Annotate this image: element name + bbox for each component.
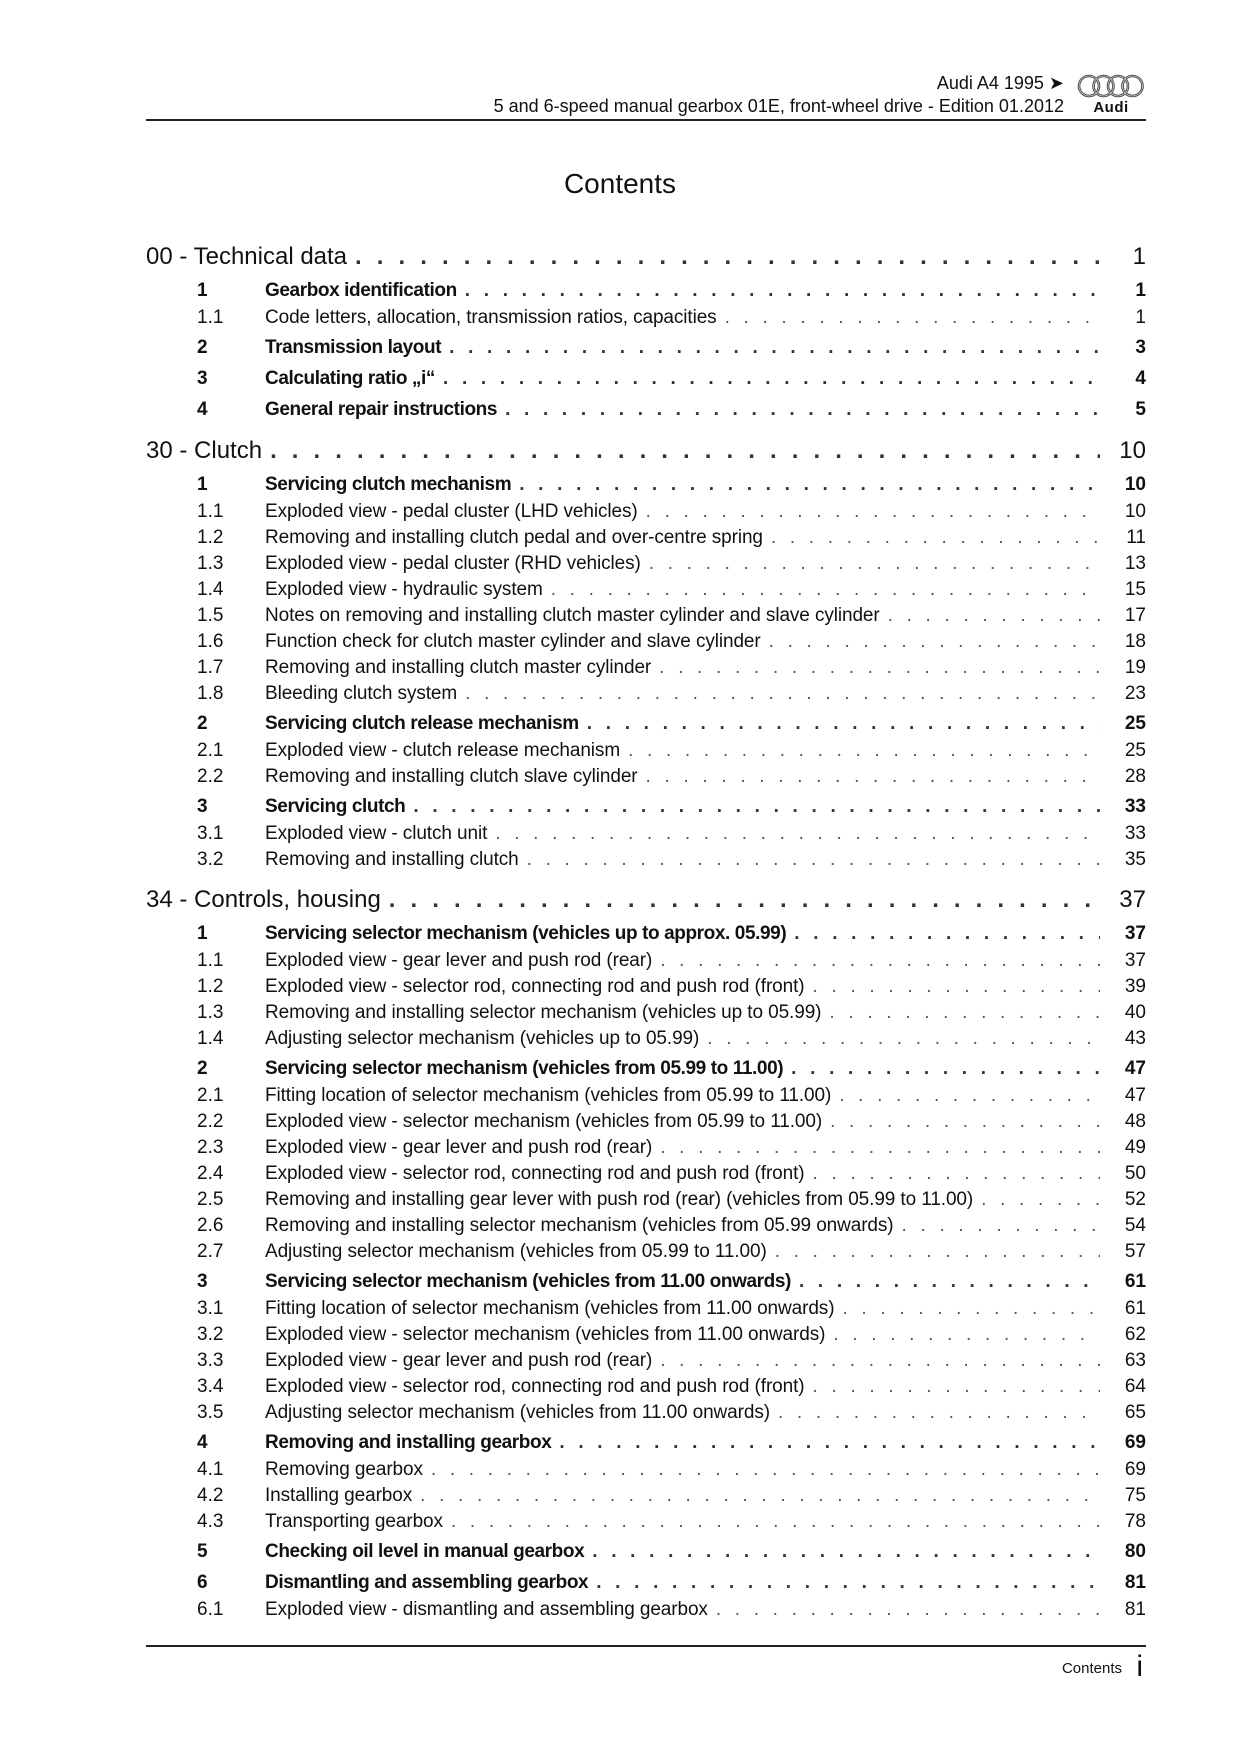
toc-entry-number: 2.7	[197, 1241, 224, 1262]
toc-subsection-row[interactable]	[146, 948, 1146, 974]
toc-entry-number: 3.1	[197, 823, 224, 844]
toc-page-number[interactable]: 15	[1124, 579, 1146, 600]
dot-leader	[519, 471, 1100, 499]
toc-entry-title[interactable]: Servicing clutch release mechanism	[265, 713, 579, 734]
toc-entry-number: 2.4	[197, 1163, 224, 1184]
toc-page-number[interactable]: 81	[1124, 1572, 1146, 1593]
dot-leader	[725, 305, 1100, 331]
dot-leader	[716, 1597, 1100, 1623]
toc-subsection-row[interactable]	[146, 847, 1146, 873]
toc-page-number[interactable]: 47	[1124, 1058, 1146, 1079]
toc-section-row[interactable]	[146, 334, 1146, 362]
logo-wordmark: Audi	[1093, 99, 1129, 116]
dot-leader	[495, 821, 1100, 847]
dot-leader	[465, 277, 1100, 305]
dot-leader	[981, 1187, 1100, 1213]
toc-entry-number: 3.3	[197, 1350, 224, 1371]
toc-section-row[interactable]	[146, 793, 1146, 821]
toc-page-number[interactable]: 19	[1124, 657, 1146, 678]
toc-subsection-row[interactable]	[146, 821, 1146, 847]
toc-entry-number: 3	[197, 1271, 208, 1292]
toc-entry-number: 2.5	[197, 1189, 224, 1210]
dot-leader	[771, 525, 1100, 551]
toc-subsection-row[interactable]	[146, 738, 1146, 764]
toc-subsection-row[interactable]	[146, 1083, 1146, 1109]
toc-entry-title[interactable]: Removing and installing gearbox	[265, 1432, 552, 1453]
toc-section-row[interactable]	[146, 920, 1146, 948]
toc-section-row[interactable]	[146, 365, 1146, 393]
toc-entry-title[interactable]: Exploded view - pedal cluster (LHD vehicles)	[265, 501, 638, 522]
toc-page-number[interactable]: 61	[1124, 1271, 1146, 1292]
toc-entry-number: 5	[197, 1541, 208, 1562]
audi-logo	[1076, 74, 1146, 118]
toc-page-number[interactable]: 64	[1124, 1376, 1146, 1397]
dot-leader	[505, 396, 1100, 424]
toc-page-number[interactable]: 48	[1124, 1111, 1146, 1132]
toc-entry-title[interactable]: Removing and installing selector mechanism (vehicles up to 05.99)	[265, 1002, 822, 1023]
toc-subsection-row[interactable]	[146, 1597, 1146, 1623]
toc-entry-number: 1.5	[197, 605, 224, 626]
toc-entry-title[interactable]: Servicing selector mechanism (vehicles up to approx. 05.99)	[265, 923, 787, 944]
toc-entry-title[interactable]: Code letters, allocation, transmission ratios, capacities	[265, 307, 717, 328]
toc-entry-title[interactable]: Fitting location of selector mechanism (vehicles from 05.99 to 11.00)	[265, 1085, 832, 1106]
dot-leader	[527, 847, 1100, 873]
toc-chapter-row[interactable]	[146, 883, 1146, 917]
dot-leader	[902, 1213, 1100, 1239]
toc-page-number[interactable]: 11	[1126, 527, 1146, 548]
toc-entry-title[interactable]: Exploded view - clutch unit	[265, 823, 488, 844]
toc-entry-title[interactable]: General repair instructions	[265, 399, 498, 420]
toc-entry-number: 3.1	[197, 1298, 224, 1319]
toc-entry-title[interactable]: Exploded view - gear lever and push rod (rear)	[265, 1350, 653, 1371]
dot-leader	[830, 1109, 1100, 1135]
toc-entry-number: 3	[197, 796, 208, 817]
toc-page-number[interactable]: 69	[1124, 1432, 1146, 1453]
toc-subsection-row[interactable]	[146, 1239, 1146, 1265]
dot-leader	[449, 334, 1100, 362]
toc-entry-title[interactable]: Servicing selector mechanism (vehicles from 05.99 to 11.00)	[265, 1058, 784, 1079]
toc-entry-title[interactable]: Calculating ratio „i“	[265, 368, 436, 389]
toc-entry-number: 1	[197, 280, 208, 301]
dot-leader	[587, 710, 1100, 738]
toc-page-number[interactable]: 1	[1132, 243, 1146, 270]
toc-subsection-row[interactable]	[146, 764, 1146, 790]
toc-entry-title[interactable]: Exploded view - clutch release mechanism	[265, 740, 621, 761]
toc-entry-number: 2.3	[197, 1137, 224, 1158]
toc-entry-number: 6	[197, 1572, 208, 1593]
toc-entry-number: 4	[197, 1432, 208, 1453]
toc-entry-number: 4.1	[197, 1459, 224, 1480]
dot-leader	[596, 1569, 1100, 1597]
dot-leader	[794, 920, 1100, 948]
toc-entry-title[interactable]: Removing and installing clutch master cylinder	[265, 657, 652, 678]
toc-section-row[interactable]	[146, 1055, 1146, 1083]
toc-chapter-title[interactable]: 00 - Technical data	[146, 243, 348, 270]
toc-subsection-row[interactable]	[146, 305, 1146, 331]
toc-entry-number: 3	[197, 368, 208, 389]
toc-page-number[interactable]: 50	[1124, 1163, 1146, 1184]
toc-page-number[interactable]: 63	[1124, 1350, 1146, 1371]
audi-rings-icon	[1076, 74, 1146, 100]
dot-leader	[813, 1374, 1100, 1400]
toc-entry-number: 4	[197, 399, 208, 420]
toc-subsection-row[interactable]	[146, 525, 1146, 551]
toc-entry-title[interactable]: Transmission layout	[265, 337, 442, 358]
toc-section-row[interactable]	[146, 1538, 1146, 1566]
toc-entry-title[interactable]: Gearbox identification	[265, 280, 457, 301]
toc-entry-number: 1.2	[197, 527, 224, 548]
dot-leader	[660, 1135, 1100, 1161]
toc-entry-title[interactable]: Removing and installing clutch slave cylinder	[265, 766, 638, 787]
toc-page-number[interactable]: 1	[1135, 307, 1146, 328]
toc-entry-number: 1.6	[197, 631, 224, 652]
toc-page-number[interactable]: 17	[1124, 605, 1146, 626]
toc-section-row[interactable]	[146, 1429, 1146, 1457]
header-model: Audi A4 1995 ➤	[936, 73, 1064, 93]
toc-subsection-row[interactable]	[146, 1026, 1146, 1052]
dot-leader	[649, 551, 1100, 577]
footer-divider	[146, 1645, 1146, 1647]
dot-leader	[842, 1296, 1100, 1322]
toc-entry-title[interactable]: Exploded view - gear lever and push rod (rear)	[265, 1137, 653, 1158]
toc-page-number[interactable]: 37	[1124, 923, 1146, 944]
toc-entry-title[interactable]: Adjusting selector mechanism (vehicles from 05.99 to 11.00)	[265, 1241, 767, 1262]
dot-leader	[813, 1161, 1100, 1187]
dot-leader	[443, 365, 1100, 393]
toc-page-number[interactable]: 5	[1135, 399, 1146, 420]
dot-leader	[646, 764, 1100, 790]
dot-leader	[660, 948, 1100, 974]
toc-page-number[interactable]: 80	[1124, 1541, 1146, 1562]
toc-subsection-row[interactable]	[146, 1000, 1146, 1026]
toc-page-number[interactable]: 25	[1124, 713, 1146, 734]
toc-entry-title[interactable]: Adjusting selector mechanism (vehicles from 11.00 onwards)	[265, 1402, 770, 1423]
toc-page-number[interactable]: 75	[1124, 1485, 1146, 1506]
toc-entry-number: 2.2	[197, 766, 224, 787]
toc-subsection-row[interactable]	[146, 551, 1146, 577]
dot-leader	[839, 1083, 1100, 1109]
toc-entry-number: 1.1	[197, 307, 224, 328]
toc-page-number[interactable]: 18	[1124, 631, 1146, 652]
toc-chapter-row[interactable]	[146, 240, 1146, 274]
toc-entry-number: 1.4	[197, 579, 224, 600]
toc-page-number[interactable]: 69	[1124, 1459, 1146, 1480]
toc-subsection-row[interactable]	[146, 1483, 1146, 1509]
dot-leader	[270, 434, 1100, 468]
toc-subsection-row[interactable]	[146, 577, 1146, 603]
dot-leader	[420, 1483, 1100, 1509]
dot-leader	[551, 577, 1100, 603]
header-manual-title: 5 and 6-speed manual gearbox 01E, front-wheel drive - Edition 01.2012	[493, 96, 1064, 116]
dot-leader	[833, 1322, 1100, 1348]
toc-page-number[interactable]: 52	[1124, 1189, 1146, 1210]
toc-page-number[interactable]: 35	[1124, 849, 1146, 870]
toc-entry-title[interactable]: Exploded view - selector rod, connecting rod and push rod (front)	[265, 1163, 805, 1184]
toc-entry-title[interactable]: Transporting gearbox	[265, 1511, 443, 1532]
toc-entry-title[interactable]: Exploded view - pedal cluster (RHD vehicles)	[265, 553, 641, 574]
dot-leader	[451, 1509, 1100, 1535]
dot-leader	[775, 1239, 1100, 1265]
toc-entry-title[interactable]: Removing and installing gear lever with push rod (rear) (vehicles from 05.99 to 11.00)	[265, 1189, 974, 1210]
toc-page-number[interactable]: 43	[1124, 1028, 1146, 1049]
toc-chapter-title[interactable]: 34 - Controls, housing	[146, 886, 381, 913]
toc-entry-number: 2.6	[197, 1215, 224, 1236]
toc-entry-title[interactable]: Fitting location of selector mechanism (vehicles from 11.00 onwards)	[265, 1298, 835, 1319]
footer-label: Contents	[1061, 1660, 1122, 1677]
toc-entry-number: 1.4	[197, 1028, 224, 1049]
toc-entry-number: 2.1	[197, 740, 224, 761]
toc-page-number[interactable]: 62	[1124, 1324, 1146, 1345]
toc-page-number[interactable]: 81	[1124, 1599, 1146, 1620]
toc-page-number[interactable]: 37	[1119, 886, 1146, 913]
toc-entry-title[interactable]: Exploded view - selector rod, connecting rod and push rod (front)	[265, 976, 805, 997]
dot-leader	[813, 974, 1100, 1000]
toc-entry-number: 3.2	[197, 1324, 224, 1345]
toc-section-row[interactable]	[146, 471, 1146, 499]
dot-leader	[769, 629, 1100, 655]
toc-page-number[interactable]: 28	[1124, 766, 1146, 787]
toc-chapter	[146, 883, 1146, 1623]
toc-entry-title[interactable]: Servicing selector mechanism (vehicles from 11.00 onwards)	[265, 1271, 791, 1292]
toc-entry-number: 1.1	[197, 950, 224, 971]
toc-entry-title[interactable]: Installing gearbox	[265, 1485, 413, 1506]
dot-leader	[778, 1400, 1100, 1426]
toc-entry-title[interactable]: Removing and installing clutch	[265, 849, 519, 870]
toc-subsection-row[interactable]	[146, 1400, 1146, 1426]
dot-leader	[799, 1268, 1100, 1296]
toc-page-number[interactable]: 1	[1135, 280, 1146, 301]
toc-subsection-row[interactable]	[146, 1374, 1146, 1400]
dot-leader	[431, 1457, 1100, 1483]
toc-subsection-row[interactable]	[146, 1322, 1146, 1348]
toc-entry-number: 3.5	[197, 1402, 224, 1423]
toc-subsection-row[interactable]	[146, 1161, 1146, 1187]
toc-entry-number: 1.8	[197, 683, 224, 704]
dot-leader	[628, 738, 1100, 764]
toc-entry-number: 2.1	[197, 1085, 224, 1106]
toc-chapter	[146, 240, 1146, 424]
header-divider	[146, 119, 1146, 121]
toc-section-row[interactable]	[146, 1569, 1146, 1597]
toc-subsection-row[interactable]	[146, 629, 1146, 655]
toc-subsection-row[interactable]	[146, 1296, 1146, 1322]
toc-entry-number: 4.2	[197, 1485, 224, 1506]
toc-chapter-row[interactable]	[146, 434, 1146, 468]
toc-entry-title[interactable]: Exploded view - selector mechanism (vehicles from 11.00 onwards)	[265, 1324, 826, 1345]
toc-page-number[interactable]: 78	[1124, 1511, 1146, 1532]
dot-leader	[829, 1000, 1100, 1026]
toc-subsection-row[interactable]	[146, 1109, 1146, 1135]
toc-entry-title[interactable]: Exploded view - hydraulic system	[265, 579, 543, 600]
toc-entry-title[interactable]: Removing gearbox	[265, 1459, 423, 1480]
toc-page-number[interactable]: 13	[1124, 553, 1146, 574]
toc-page-number[interactable]: 47	[1124, 1085, 1146, 1106]
toc-page-number[interactable]: 49	[1124, 1137, 1146, 1158]
toc-entry-number: 2	[197, 337, 208, 358]
toc-page-number[interactable]: 37	[1124, 950, 1146, 971]
toc-chapter-title[interactable]: 30 - Clutch	[146, 437, 263, 464]
toc-entry-number: 1	[197, 923, 208, 944]
toc-page-number[interactable]: 10	[1124, 474, 1146, 495]
toc-entry-title[interactable]: Exploded view - selector mechanism (vehicles from 05.99 to 11.00)	[265, 1111, 823, 1132]
toc-subsection-row[interactable]	[146, 1509, 1146, 1535]
dot-leader	[592, 1538, 1100, 1566]
table-of-contents	[146, 240, 1146, 1633]
toc-entry-title[interactable]: Function check for clutch master cylinder and slave cylinder	[265, 631, 761, 652]
toc-page-number[interactable]: 33	[1124, 796, 1146, 817]
toc-entry-number: 1.2	[197, 976, 224, 997]
toc-subsection-row[interactable]	[146, 1213, 1146, 1239]
toc-entry-title[interactable]: Exploded view - selector rod, connecting rod and push rod (front)	[265, 1376, 805, 1397]
toc-page-number[interactable]: 57	[1124, 1241, 1146, 1262]
toc-page-number[interactable]: 33	[1124, 823, 1146, 844]
toc-subsection-row[interactable]	[146, 1348, 1146, 1374]
toc-entry-number: 2.2	[197, 1111, 224, 1132]
toc-entry-title[interactable]: Dismantling and assembling gearbox	[265, 1572, 589, 1593]
dot-leader	[707, 1026, 1100, 1052]
toc-page-number[interactable]: 23	[1124, 683, 1146, 704]
toc-entry-title[interactable]: Removing and installing clutch pedal and over-centre spring	[265, 527, 763, 548]
toc-page-number[interactable]: 61	[1124, 1298, 1146, 1319]
toc-entry-number: 1.7	[197, 657, 224, 678]
toc-page-number[interactable]: 25	[1124, 740, 1146, 761]
toc-subsection-row[interactable]	[146, 974, 1146, 1000]
toc-entry-number: 3.4	[197, 1376, 224, 1397]
toc-subsection-row[interactable]	[146, 681, 1146, 707]
toc-subsection-row[interactable]	[146, 603, 1146, 629]
dot-leader	[660, 1348, 1100, 1374]
toc-entry-title[interactable]: Notes on removing and installing clutch master cylinder and slave cylinder	[265, 605, 880, 626]
toc-entry-title[interactable]: Adjusting selector mechanism (vehicles up to 05.99)	[265, 1028, 700, 1049]
toc-entry-title[interactable]: Removing and installing selector mechanism (vehicles from 05.99 onwards)	[265, 1215, 894, 1236]
toc-subsection-row[interactable]	[146, 499, 1146, 525]
toc-page-number[interactable]: 40	[1124, 1002, 1146, 1023]
toc-entry-title[interactable]: Exploded view - dismantling and assembling gearbox	[265, 1599, 708, 1620]
toc-section-row[interactable]	[146, 710, 1146, 738]
toc-page-number[interactable]: 3	[1135, 337, 1146, 358]
toc-entry-number: 1	[197, 474, 208, 495]
toc-section-row[interactable]	[146, 1268, 1146, 1296]
page-title: Contents	[563, 168, 677, 199]
toc-chapter	[146, 434, 1146, 873]
toc-entry-number: 2	[197, 1058, 208, 1079]
dot-leader	[389, 883, 1100, 917]
toc-page-number[interactable]: 10	[1124, 501, 1146, 522]
toc-page-number[interactable]: 10	[1119, 437, 1146, 464]
toc-page-number[interactable]: 54	[1124, 1215, 1146, 1236]
dot-leader	[355, 240, 1100, 274]
dot-leader	[888, 603, 1100, 629]
dot-leader	[413, 793, 1100, 821]
toc-entry-number: 6.1	[197, 1599, 224, 1620]
toc-entry-number: 2	[197, 713, 208, 734]
toc-entry-title[interactable]: Servicing clutch mechanism	[265, 474, 512, 495]
toc-entry-number: 1.3	[197, 553, 224, 574]
dot-leader	[659, 655, 1100, 681]
toc-subsection-row[interactable]	[146, 1135, 1146, 1161]
toc-entry-number: 3.2	[197, 849, 224, 870]
toc-section-row[interactable]	[146, 277, 1146, 305]
toc-subsection-row[interactable]	[146, 1457, 1146, 1483]
toc-entry-title[interactable]: Bleeding clutch system	[265, 683, 458, 704]
toc-entry-title[interactable]: Servicing clutch	[265, 796, 406, 817]
dot-leader	[646, 499, 1100, 525]
toc-section-row[interactable]	[146, 396, 1146, 424]
toc-entry-number: 1.3	[197, 1002, 224, 1023]
dot-leader	[559, 1429, 1100, 1457]
toc-page-number[interactable]: 39	[1124, 976, 1146, 997]
header-text	[494, 72, 1064, 118]
toc-page-number[interactable]: 65	[1124, 1402, 1146, 1423]
dot-leader	[791, 1055, 1100, 1083]
toc-entry-number: 4.3	[197, 1511, 224, 1532]
toc-entry-title[interactable]: Checking oil level in manual gearbox	[265, 1541, 585, 1562]
toc-subsection-row[interactable]	[146, 655, 1146, 681]
page-header	[146, 70, 1146, 122]
footer-page-number: i	[1136, 1650, 1143, 1683]
dot-leader	[465, 681, 1100, 707]
toc-subsection-row[interactable]	[146, 1187, 1146, 1213]
toc-page-number[interactable]: 4	[1135, 368, 1146, 389]
toc-entry-title[interactable]: Exploded view - gear lever and push rod (rear)	[265, 950, 653, 971]
toc-entry-number: 1.1	[197, 501, 224, 522]
